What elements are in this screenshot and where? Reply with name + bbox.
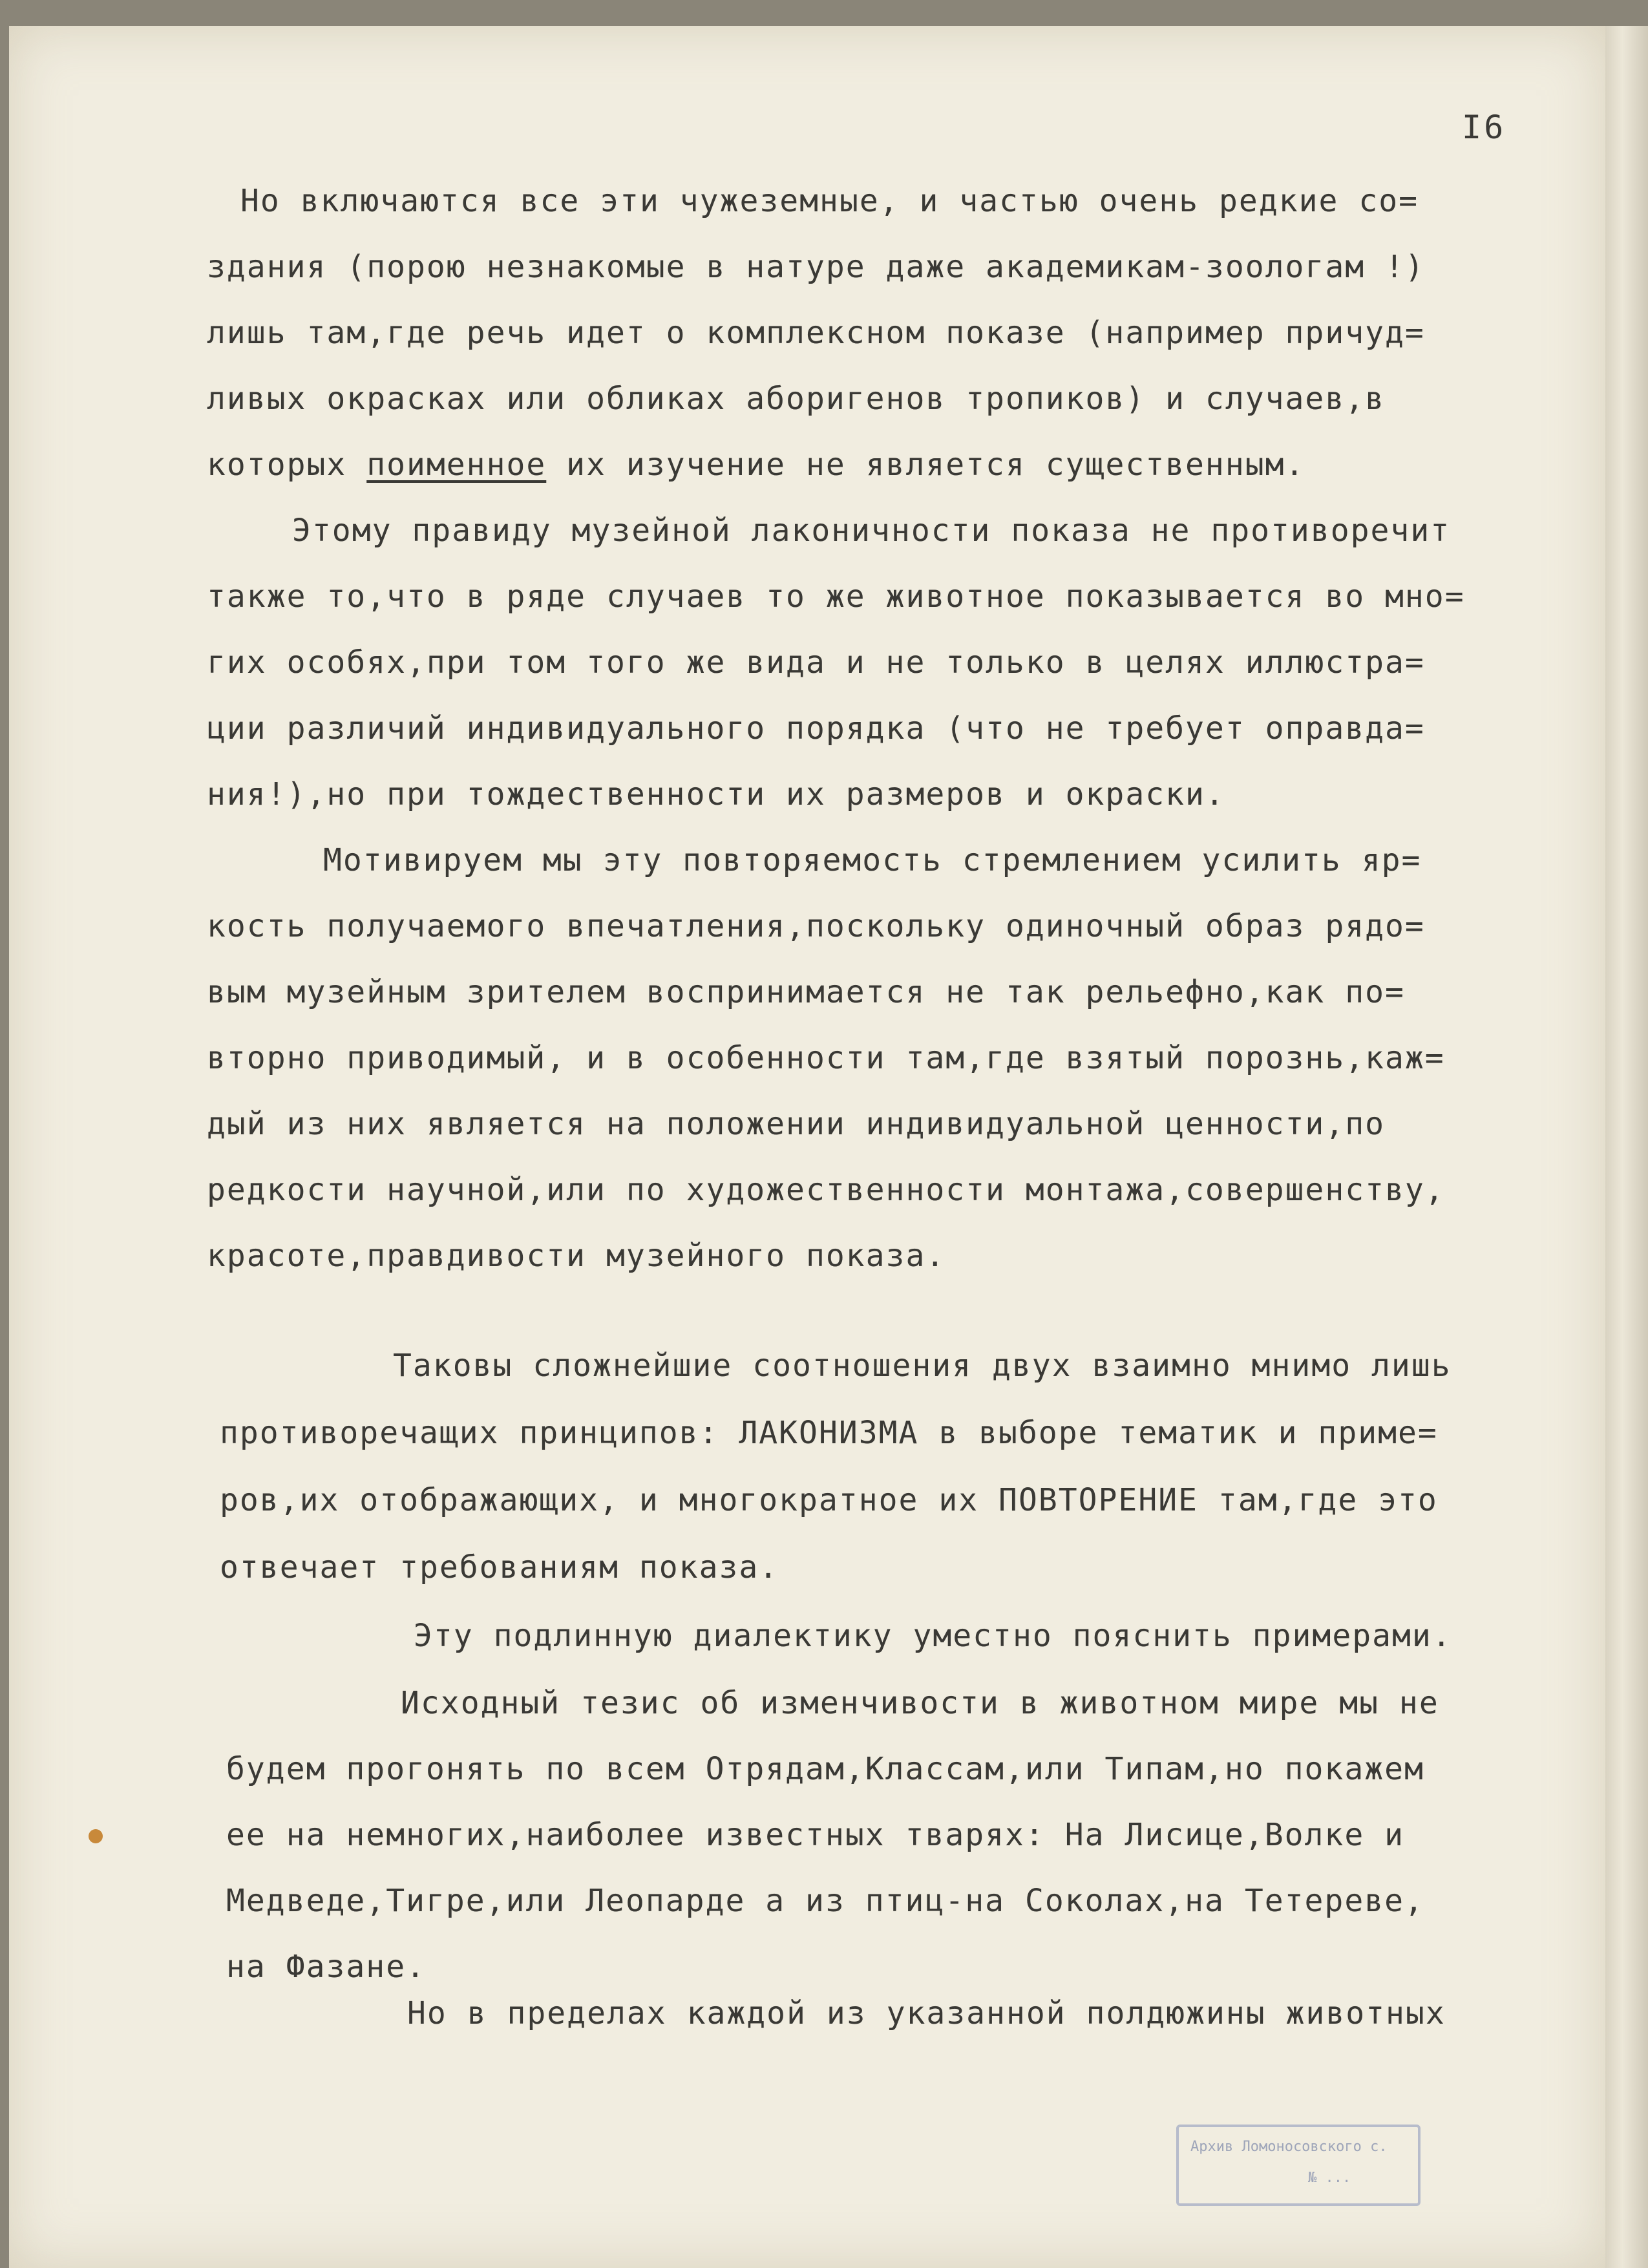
text-line <box>207 447 1305 483</box>
text-line: ее на немногих,наиболее известных тварях: На Лисице,Волке и <box>226 1817 1405 1853</box>
text-line: Эту подлинную диалектику уместно пояснить примерами. <box>414 1618 1452 1654</box>
text-line: отвечает требованиям показа. <box>220 1549 779 1585</box>
ink-stain <box>89 1829 103 1843</box>
text-line: ции различий индивидуального порядка (что не требует оправда= <box>207 710 1425 747</box>
text-line: также то,что в ряде случаев то же животное показывается во мно= <box>207 578 1465 615</box>
text-line: ния!),но при тождественности их размеров и окраски. <box>207 776 1225 812</box>
text-line: Таковы сложнейшие соотношения двух взаимно мнимо лишь <box>393 1348 1452 1384</box>
text-line: будем прогонять по всем Отрядам,Классам,или Типам,но покажем <box>226 1751 1424 1787</box>
text-line: Медведе,Тигре,или Леопарде а из птиц-на Соколах,на Тетереве, <box>226 1883 1424 1919</box>
text-line: дый из них является на положении индивидуальной ценности,по <box>207 1106 1386 1142</box>
text-line: гих особях,при том того же вида и не только в целях иллюстра= <box>207 644 1425 681</box>
text-line: редкости научной,или по художественности монтажа,совершенству, <box>207 1172 1445 1208</box>
text-segment: которых <box>207 447 367 483</box>
text-line: Мотивируем мы эту повторяемость стремлением усилить яр= <box>323 842 1422 878</box>
text-line: лишь там,где речь идет о комплексном показе (например причуд= <box>207 315 1425 351</box>
text-line: ливых окрасках или обликах аборигенов тропиков) и случаев,в <box>207 381 1386 417</box>
archive-stamp <box>1176 2125 1421 2206</box>
text-line: Исходный тезис об изменчивости в животном мире мы не <box>401 1685 1439 1721</box>
underlined-word: поименное <box>366 447 547 483</box>
text-line: противоречащих принципов: ЛАКОНИЗМА в выборе тематик и приме= <box>220 1415 1438 1451</box>
text-line: кость получаемого впечатления,поскольку одиночный образ рядо= <box>207 908 1425 944</box>
text-line: здания (порою незнакомые в натуре даже академикам-зоологам !) <box>207 249 1425 285</box>
text-line: вым музейным зрителем воспринимается не так рельефно,как по= <box>207 974 1405 1010</box>
stamp-line: № ... <box>1308 2170 1351 2186</box>
stamp-line: Архив Ломоносовского с. <box>1190 2139 1388 2155</box>
text-line: ров,их отображающих, и многократное их ПОВТОРЕНИЕ там,где это <box>220 1482 1438 1518</box>
text-line: Но включаются все эти чужеземные, и частью очень редкие со= <box>240 183 1419 219</box>
text-line: Но в пределах каждой из указанной полдюжины животных <box>407 1995 1446 2031</box>
text-segment: их изучение не является существенным. <box>546 447 1305 483</box>
paper-sheet <box>9 26 1605 2268</box>
text-line: красоте,правдивости музейного показа. <box>207 1238 946 1274</box>
text-line: Этому правиду музейной лаконичности показа не противоречит <box>292 513 1451 549</box>
page-number: I6 <box>1462 109 1506 146</box>
paper-edge <box>1605 26 1648 2268</box>
text-line: вторно приводимый, и в особенности там,где взятый порознь,каж= <box>207 1040 1445 1076</box>
text-line: на Фазане. <box>226 1949 426 1985</box>
